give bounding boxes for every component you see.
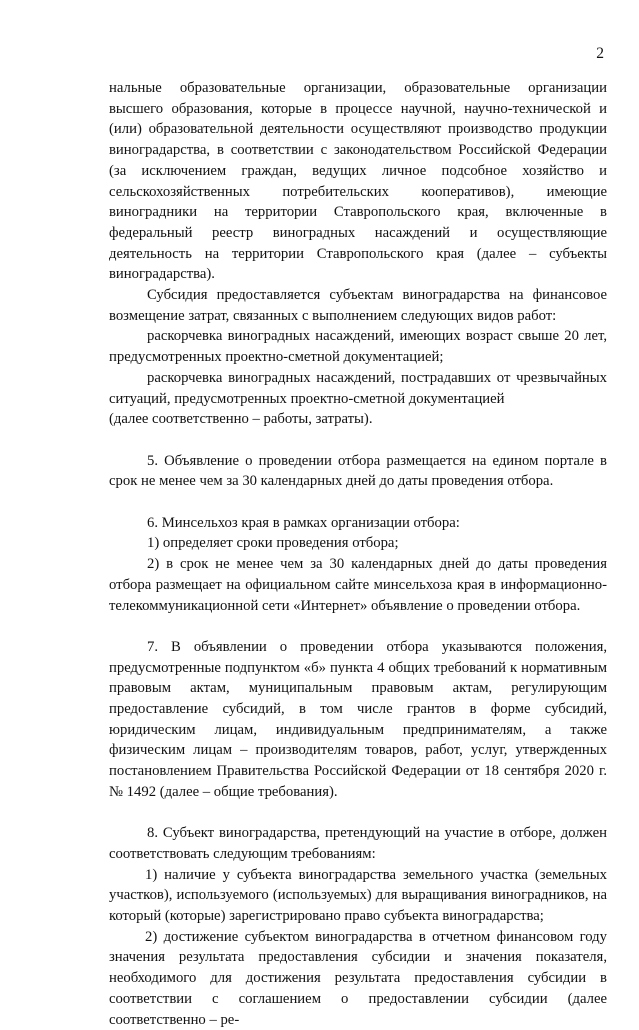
paragraph-work-uprooting-age: раскорчевка виноградных насаждений, имеющих возраст свыше 20 лет, предусмотренных проектно-сметной документацией; [109,328,607,366]
clause-8-item-2: 2) достижение субъектом виноградарства в отчетном финансовом году значения результата предоставления субсидии и значения показателя, необходимого для достижения результата предоставления субсидии в соответствии с соглашением о предоставлении субсидии (далее соответственно – ре- [109,928,607,1028]
clause-6: 6. Минсельхоз края в рамках организации отбора: [147,514,460,531]
clause-8-item-1: 1) наличие у субъекта виноградарства земельного участка (земельных участков), используемого (используемых) для выращивания виноградников, на который (которые) зарегистрировано право субъекта виноградарства; [109,866,607,925]
clause-6-item-2: 2) в срок не менее чем за 30 календарных дней до даты проведения отбора размещает на официальном сайте минсельхоза края в информационно-телекоммуникационной сети «Интернет» объявление о проведении отбора. [109,556,607,614]
paragraph-definitions: (далее соответственно – работы, затраты). [109,411,373,428]
document-body [109,78,607,1030]
paragraph-subsidy-purpose: Субсидия предоставляется субъектам виноградарства на финансовое возмещение затрат, связанных с выполнением следующих видов работ: [109,287,607,324]
clause-8: 8. Субъект виноградарства, претендующий на участие в отборе, должен соответствовать следующим требованиям: [109,825,607,862]
page-number: 2 [596,45,604,62]
paragraph-work-uprooting-emergency: раскорчевка виноградных насаждений, пострадавших от чрезвычайных ситуаций, предусмотренных проектно-сметной документацией [109,369,607,407]
clause-5: 5. Объявление о проведении отбора размещается на едином портале в срок не менее чем за 30 календарных дней до даты проведения отбора. [109,452,607,490]
clause-6-item-1: 1) определяет сроки проведения отбора; [147,535,399,552]
paragraph-eligible-entities: нальные образовательные организации, образовательные организации высшего образования, которые в процессе научной, научно-технической и (или) образовательной деятельности осуществляют производство продукции виноградарства, в соответствии с законодательством Российской Федерации (за исключением граждан, ведущих личное подсобное хозяйство и сельскохозяйственных потребительских кооперативов), имеющие виноградники на территории Ставропольского края, включенные в федеральный реестр виноградных насаждений и осуществляющие деятельность на территории Ставропольского края (далее – субъекты виноградарства). [109,80,607,283]
clause-7: 7. В объявлении о проведении отбора указываются положения, предусмотренные подпунктом «б» пункта 4 общих требований к нормативным правовым актам, муниципальным правовым актам, регулирующим предоставление субсидий, в том числе грантов в форме субсидий, юридическим лицам, индивидуальным предпринимателям, а также физическим лицам – производителям товаров, работ, услуг, утвержденных постановлением Правительства Российской Федерации от 18 сентября 2020 г. № 1492 (далее – общие требования). [109,638,607,800]
